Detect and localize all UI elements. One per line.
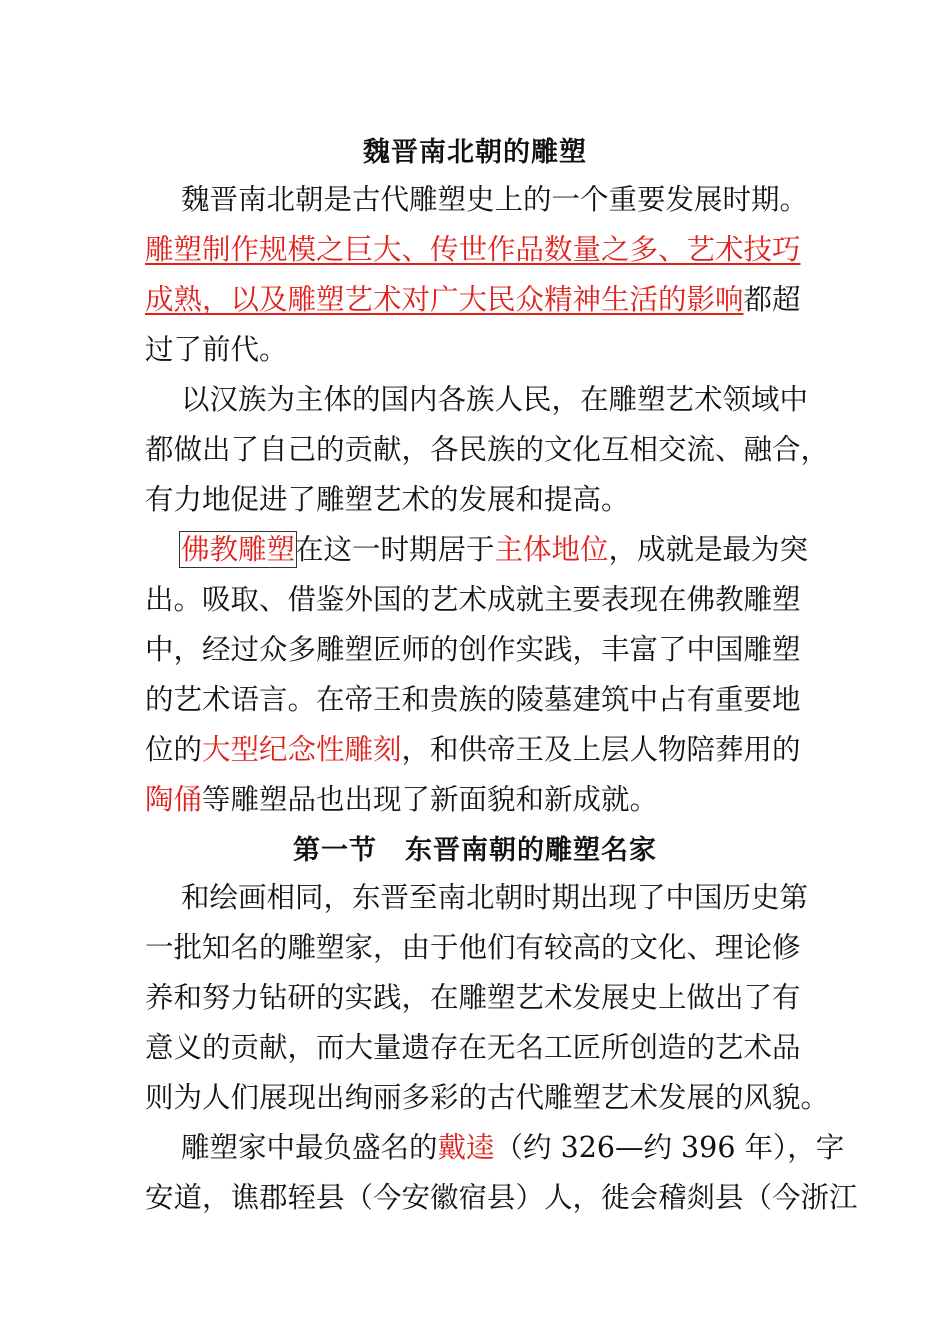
highlighted-text-line: 雕塑制作规模之巨大、传世作品数量之多、艺术技巧 (145, 233, 801, 266)
text-line: 和绘画相同，东晋至南北朝时期出现了中国历史第 (181, 881, 809, 914)
text-span: ，和供帝王及上层人物陪葬用的 (401, 733, 801, 766)
text-line: 则为人们展现出绚丽多彩的古代雕塑艺术发展的风貌。 (145, 1081, 830, 1114)
text-line (145, 280, 815, 320)
text-line: 中，经过众多雕塑匠师的创作实践，丰富了中国雕塑 (145, 633, 801, 666)
document-title: 魏晋南北朝的雕塑 (363, 137, 587, 168)
text-line: 意义的贡献，而大量遗存在无名工匠所创造的艺术品 (145, 1031, 801, 1064)
highlighted-term: 戴逵 (437, 1131, 495, 1164)
text-line: 以汉族为主体的国内各族人民，在雕塑艺术领域中 (181, 383, 809, 416)
boxed-term: 佛教雕塑 (181, 533, 296, 566)
text-line (145, 730, 815, 770)
section-heading: 第一节 东晋南朝的雕塑名家 (293, 835, 657, 866)
text-span: 在这一时期居于 (295, 533, 495, 566)
text-span: 等雕塑品也出现了新面貌和新成就。 (202, 783, 659, 816)
text-span: 雕塑家中最负盛名的 (181, 1131, 438, 1164)
text-span: ，成就是最为突 (608, 533, 809, 566)
text-line: 一批知名的雕塑家，由于他们有较高的文化、理论修 (145, 931, 801, 964)
text-line: 安道，谯郡轾县（今安徽宿县）人，徙会稽剡县（今浙江 (145, 1181, 858, 1214)
text-line: 养和努力钻研的实践，在雕塑艺术发展史上做出了有 (145, 981, 801, 1014)
text-line (181, 530, 815, 570)
highlighted-text: 成熟，以及雕塑艺术对广大民众精神生活的影响 (145, 283, 744, 316)
highlighted-term: 陶俑 (145, 783, 203, 816)
text-line: 都做出了自己的贡献，各民族的文化互相交流、融合， (145, 433, 830, 466)
text-line (181, 1128, 845, 1168)
text-span: （约 326—约 396 年），字 (494, 1131, 845, 1164)
text-line: 魏晋南北朝是古代雕塑史上的一个重要发展时期。 (181, 183, 809, 216)
text-line: 过了前代。 (145, 333, 288, 366)
text-line: 的艺术语言。在帝王和贵族的陵墓建筑中占有重要地 (145, 683, 801, 716)
text-line: 出。吸取、借鉴外国的艺术成就主要表现在佛教雕塑 (145, 583, 801, 616)
text-line: 有力地促进了雕塑艺术的发展和提高。 (145, 483, 630, 516)
text-span: 位的 (145, 733, 203, 766)
text-line (145, 780, 815, 820)
text-span: 都超 (743, 283, 801, 316)
highlighted-term: 主体地位 (494, 533, 609, 566)
highlighted-term: 大型纪念性雕刻 (202, 733, 402, 766)
